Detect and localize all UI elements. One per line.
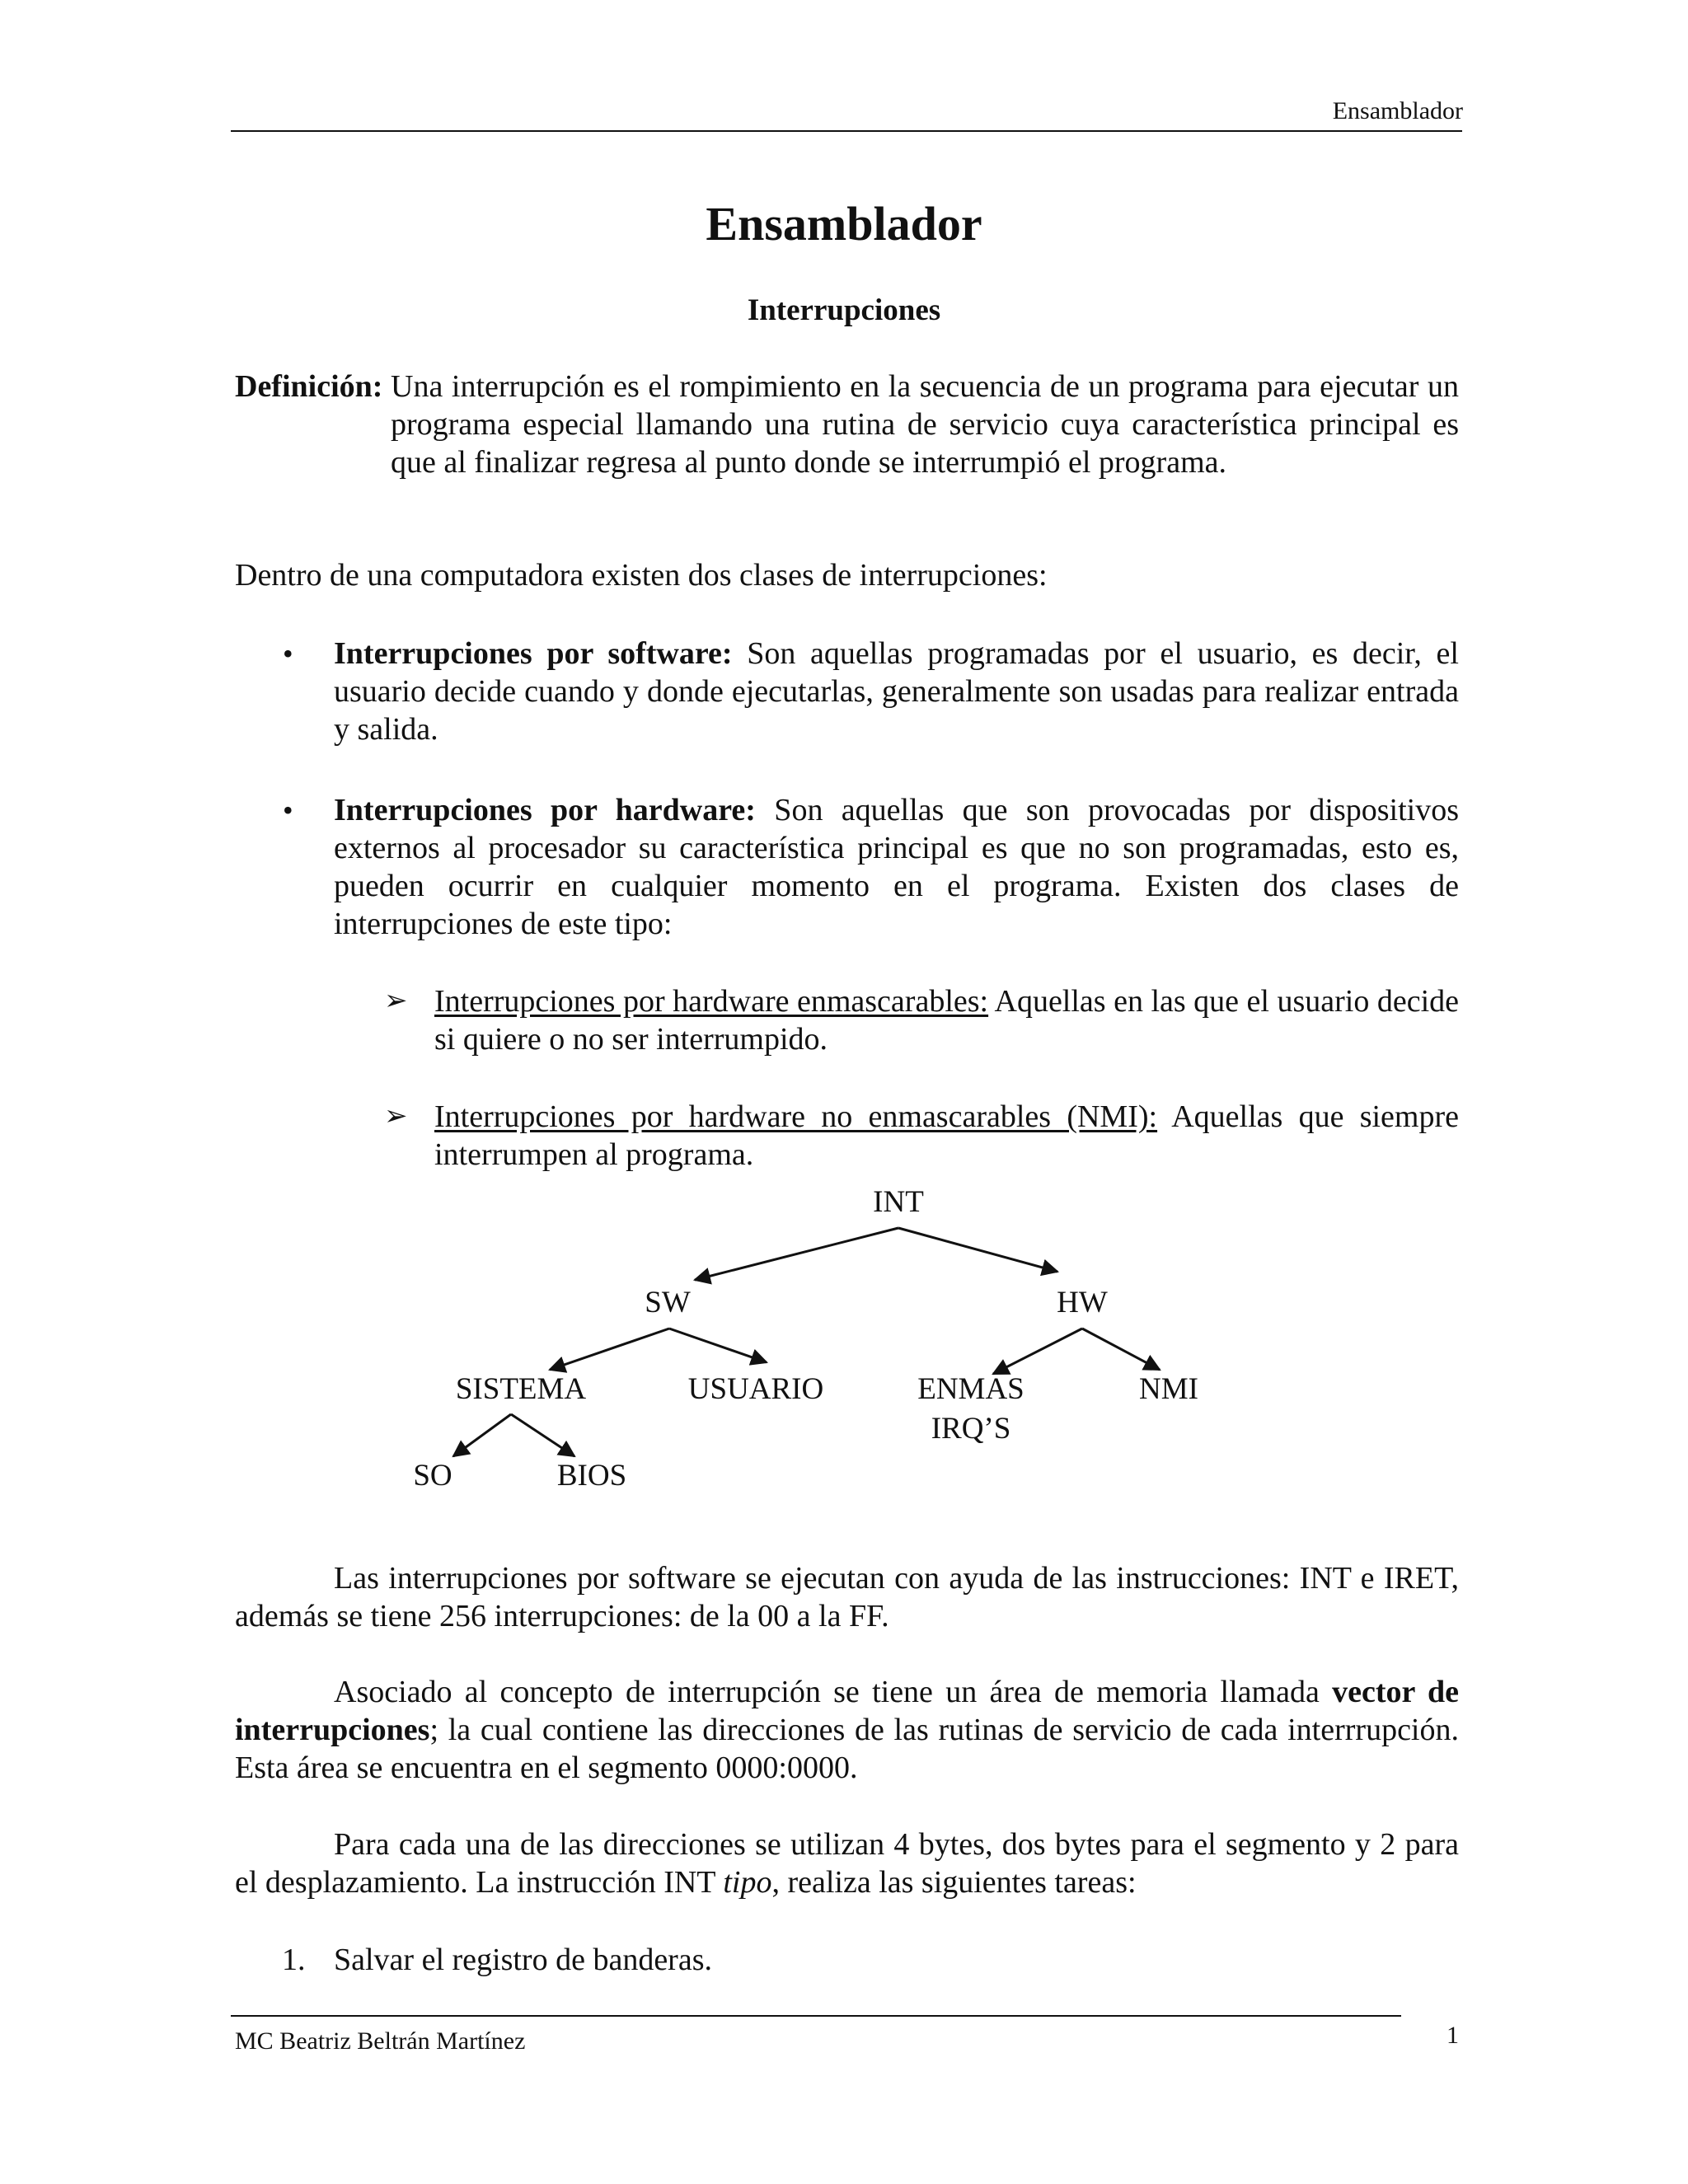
section-subtitle: Interrupciones [747,293,941,327]
paragraph-text: ; la cual contiene las direcciones de las rutinas de servicio de cada interrrupción. Esta área se encuentra en el segmento 0000:0000. [235,1713,1459,1785]
arrowhead-bullet-icon: ➢ [384,1101,408,1132]
definition-text: Una interrupción es el rompimiento en la secuencia de un programa para ejecutar un programa especial llamando una rutina de servicio cuya característica principal es que al finalizar regresa al punto donde se interrumpió el programa. [391,369,1459,480]
bullet-text: Son aquellas programadas por el usuario, es decir, el usuario decide cuando y donde ejecutarlas, generalmente son usadas para realizar entrada y salida. [334,636,1459,747]
node-usuario: USUARIO [687,1372,824,1406]
node-bios: BIOS [556,1459,627,1493]
sub-bullet-text: Aquellas que siempre interrumpen al programa. [434,1099,1460,1172]
edge-int-hw [898,1228,1057,1272]
paragraph-italic-term: tipo [723,1865,772,1900]
bullet-icon: • [283,794,293,827]
node-sistema: SISTEMA [455,1372,587,1406]
footer-author: MC Beatriz Beltrán Martínez [235,2027,526,2055]
paragraph-int-iret [235,1559,1459,1635]
page-number: 1 [1447,2022,1459,2049]
list-item: Salvar el registro de banderas. [334,1943,712,1977]
intro-paragraph: Dentro de una computadora existen dos clases de interrupciones: [235,558,1048,593]
header-rule [231,130,1462,132]
node-enmas: ENMAS [917,1372,1025,1406]
node-sw: SW [645,1286,691,1319]
paragraph-text: Asociado al concepto de interrupción se tiene un área de memoria llamada [334,1675,1333,1709]
running-header: Ensamblador [1332,97,1463,124]
edge-hw-enmas [993,1329,1082,1374]
paragraph-text: , realiza las siguientes tareas: [771,1865,1137,1900]
paragraph-vector [235,1673,1459,1787]
edge-sw-sistema [550,1329,669,1370]
edge-sistema-bios [511,1414,574,1456]
edge-hw-nmi [1082,1329,1160,1370]
node-irqs: IRQ’S [931,1412,1011,1446]
arrowhead-bullet-icon: ➢ [384,986,408,1016]
node-so: SO [413,1459,452,1493]
page-title: Ensamblador [706,197,982,251]
paragraph-text: Para cada una de las direcciones se utilizan 4 bytes, dos bytes para el segmento y 2 para el desplazamiento. La instrucción INT [235,1827,1459,1900]
node-hw: HW [1057,1286,1108,1319]
node-int: INT [873,1187,924,1219]
sub-bullet-maskable [434,982,1459,1058]
definition-term: Definición: [235,369,383,404]
interrupt-tree-diagram [0,1187,1688,1525]
bullet-icon: • [283,637,293,670]
paragraph-bytes [235,1825,1459,1901]
edge-int-sw [695,1228,898,1280]
bullet-term: Interrupciones por software: [334,636,733,671]
bullet-text: Son aquellas que son provocadas por dispositivos externos al procesador su característica principal es que no son programadas, esto es, pueden ocurrir en cualquier momento en el programa. Existen dos clases de interrupciones de este tipo: [334,793,1459,941]
sub-bullet-text: Aquellas en las que el usuario decide si quiere o no ser interrumpido. [434,984,1459,1057]
paragraph-text: Las interrupciones por software se ejecutan con ayuda de las instrucciones: INT e IRET, además se tiene 256 interrupciones: de la 00 a la FF. [235,1561,1459,1633]
paragraph-bold-term: vector de interrupciones [235,1675,1459,1747]
bullet-hardware [334,791,1459,943]
sub-bullet-term: Interrupciones por hardware enmascarables: [434,984,989,1019]
bullet-term: Interrupciones por hardware: [334,793,756,827]
bullet-software [334,635,1459,748]
footer-rule [231,2015,1401,2017]
edge-sw-usuario [669,1329,767,1362]
edge-sistema-so [453,1414,511,1456]
list-number: 1. [282,1943,306,1977]
sub-bullet-term: Interrupciones por hardware no enmascarables (NMI): [434,1099,1158,1134]
node-nmi: NMI [1139,1372,1198,1406]
sub-bullet-nonmaskable [434,1098,1459,1174]
